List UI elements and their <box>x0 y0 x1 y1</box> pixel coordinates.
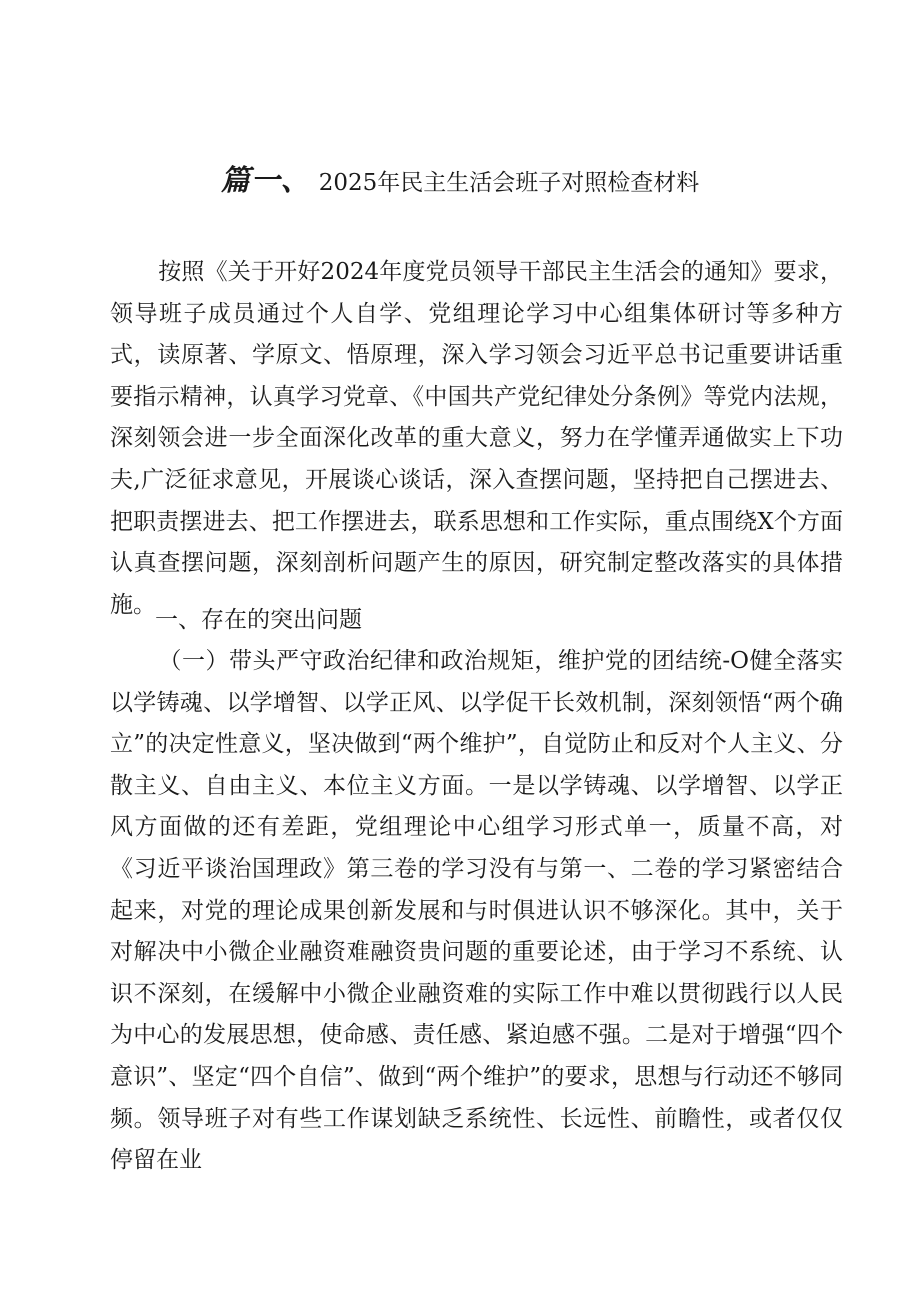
title-main: 2025年民主生活会班子对照检查材料 <box>318 170 700 196</box>
intro-paragraph-text: 按照《关于开好2024年度党员领导干部民主生活会的通知》要求，领导班子成员通过个人自学、党组理论学习中心组集体研讨等多种方式，读原著、学原文、悟原理，深入学习领会习近平总书记重要讲话重要指示精神，认真学习党章、《中国共产党纪律处分条例》等党内法规，深刻领会进一步全面深化改革的重大意义，努力在学懂弄通做实上下功夫,广泛征求意见，开展谈心谈话，深入查摆问题，坚持把自己摆进去、把职责摆进去、把工作摆进去，联系思想和工作实际，重点围绕X个方面认真查摆问题，深刻剖析问题产生的原因，研究制定整改落实的具体措施。 <box>110 259 843 618</box>
issue-paragraph <box>110 641 843 1182</box>
document-title <box>0 158 920 199</box>
issue-paragraph-text: （一）带头严守政治纪律和政治规矩，维护党的团结统-O健全落实以学铸魂、以学增智、以学正风、以学促干长效机制，深刻领悟“两个确立”的决定性意义，坚决做到“两个维护”，自觉防止和反对个人主义、分散主义、自由主义、本位主义方面。一是以学铸魂、以学增智、以学正风方面做的还有差距，党组理论中心组学习形式单一，质量不高，对《习近平谈治国理政》第三卷的学习没有与第一、二卷的学习紧密结合起来，对党的理论成果创新发展和与时俱进认识不够深化。其中，关于对解决中小微企业融资难融资贵问题的重要论述，由于学习不系统、认识不深刻，在缓解中小微企业融资难的实际工作中难以贯彻践行以人民为中心的发展思想，使命感、责任感、紧迫感不强。二是对于增强“四个意识”、坚定“四个自信”、做到“两个维护”的要求，思想与行动还不够同频。领导班子对有些工作谋划缺乏系统性、长远性、前瞻性，或者仅仅停留在业 <box>110 648 843 1174</box>
section-heading: 一、存在的突出问题 <box>155 607 362 633</box>
title-prefix: 篇一、 <box>220 163 311 197</box>
intro-paragraph <box>110 252 843 626</box>
